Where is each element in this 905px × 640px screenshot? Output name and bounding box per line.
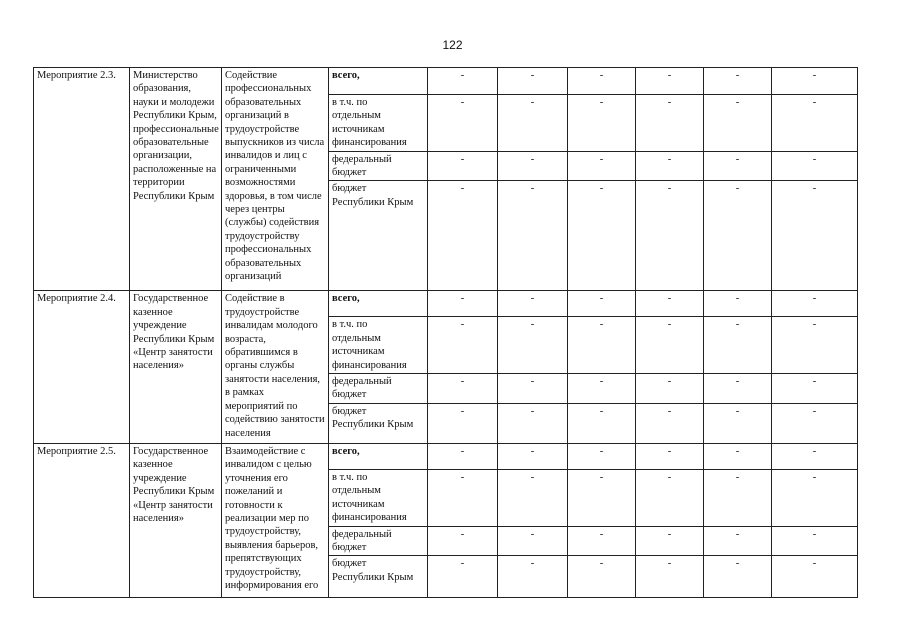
value-cell: - (636, 95, 704, 152)
value-cell: - (498, 68, 568, 95)
value-cell: - (428, 95, 498, 152)
source-total: всего, (329, 291, 428, 317)
measure-executor: Государственное казенное учреждение Республики Крым «Центр занятости населения» (130, 291, 222, 443)
measure-executor: Министерство образования, науки и молодежи Республики Крым, профессиональные образовательные организации, расположенные на территории Республики Крым (130, 68, 222, 291)
value-cell: - (568, 151, 636, 181)
measure-name: Мероприятие 2.3. (34, 68, 130, 291)
value-cell: - (772, 526, 858, 556)
value-cell: - (568, 95, 636, 152)
value-cell: - (704, 291, 772, 317)
value-cell: - (636, 317, 704, 374)
value-cell: - (568, 181, 636, 291)
value-cell: - (568, 403, 636, 443)
value-cell: - (428, 374, 498, 404)
value-cell: - (428, 443, 498, 469)
value-cell: - (704, 68, 772, 95)
value-cell: - (428, 151, 498, 181)
value-cell: - (498, 556, 568, 598)
source-federal: федеральный бюджет (329, 526, 428, 556)
value-cell: - (772, 317, 858, 374)
measures-table (33, 67, 858, 598)
value-cell: - (772, 556, 858, 598)
value-cell: - (568, 68, 636, 95)
value-cell: - (428, 556, 498, 598)
source-regional: бюджет Республики Крым (329, 181, 428, 291)
value-cell: - (568, 374, 636, 404)
value-cell: - (636, 291, 704, 317)
value-cell: - (498, 526, 568, 556)
measure-name: Мероприятие 2.4. (34, 291, 130, 443)
table-row (34, 291, 858, 317)
value-cell: - (636, 374, 704, 404)
source-incl: в т.ч. по отдельным источникам финансирования (329, 469, 428, 526)
value-cell: - (636, 151, 704, 181)
value-cell: - (704, 317, 772, 374)
value-cell: - (498, 443, 568, 469)
measure-description: Содействие профессиональных образовательных организаций в трудоустройстве выпускников из числа инвалидов и лиц с ограниченными возможностями здоровья, в том числе через центры (службы) содействия трудоустройству профессиональных образовательных организаций (222, 68, 329, 291)
value-cell: - (704, 469, 772, 526)
table-row (34, 443, 858, 469)
value-cell: - (568, 317, 636, 374)
source-regional: бюджет Республики Крым (329, 403, 428, 443)
value-cell: - (704, 443, 772, 469)
source-incl: в т.ч. по отдельным источникам финансирования (329, 95, 428, 152)
value-cell: - (636, 403, 704, 443)
value-cell: - (636, 469, 704, 526)
value-cell: - (772, 95, 858, 152)
value-cell: - (772, 68, 858, 95)
value-cell: - (498, 95, 568, 152)
value-cell: - (636, 181, 704, 291)
value-cell: - (428, 526, 498, 556)
value-cell: - (498, 317, 568, 374)
page-number: 122 (442, 38, 463, 52)
value-cell: - (568, 443, 636, 469)
value-cell: - (704, 526, 772, 556)
value-cell: - (636, 526, 704, 556)
source-total: всего, (329, 443, 428, 469)
value-cell: - (498, 374, 568, 404)
value-cell: - (772, 374, 858, 404)
value-cell: - (704, 181, 772, 291)
value-cell: - (772, 151, 858, 181)
value-cell: - (568, 556, 636, 598)
value-cell: - (428, 68, 498, 95)
value-cell: - (428, 291, 498, 317)
value-cell: - (772, 443, 858, 469)
value-cell: - (636, 556, 704, 598)
value-cell: - (704, 95, 772, 152)
value-cell: - (568, 469, 636, 526)
value-cell: - (428, 317, 498, 374)
value-cell: - (428, 181, 498, 291)
value-cell: - (704, 403, 772, 443)
source-federal: федеральный бюджет (329, 374, 428, 404)
measure-name: Мероприятие 2.5. (34, 443, 130, 597)
value-cell: - (498, 181, 568, 291)
value-cell: - (498, 403, 568, 443)
measure-description: Содействие в трудоустройстве инвалидам молодого возраста, обратившимся в органы службы занятости населения, в рамках мероприятий по содействию занятости населения (222, 291, 329, 443)
source-federal: федеральный бюджет (329, 151, 428, 181)
value-cell: - (636, 443, 704, 469)
value-cell: - (772, 291, 858, 317)
source-regional: бюджет Республики Крым (329, 556, 428, 598)
source-total: всего, (329, 68, 428, 95)
value-cell: - (498, 469, 568, 526)
value-cell: - (428, 403, 498, 443)
value-cell: - (772, 181, 858, 291)
source-incl: в т.ч. по отдельным источникам финансирования (329, 317, 428, 374)
value-cell: - (568, 526, 636, 556)
value-cell: - (704, 374, 772, 404)
measure-description: Взаимодействие с инвалидом с целью уточнения его пожеланий и готовности к реализации мер по трудоустройству, выявления барьеров, препятствующих трудоустройству, информирования его (222, 443, 329, 597)
table-row (34, 68, 858, 95)
value-cell: - (498, 151, 568, 181)
value-cell: - (772, 469, 858, 526)
value-cell: - (428, 469, 498, 526)
value-cell: - (704, 556, 772, 598)
value-cell: - (772, 403, 858, 443)
measure-executor: Государственное казенное учреждение Республики Крым «Центр занятости населения» (130, 443, 222, 597)
value-cell: - (568, 291, 636, 317)
value-cell: - (704, 151, 772, 181)
value-cell: - (498, 291, 568, 317)
value-cell: - (636, 68, 704, 95)
